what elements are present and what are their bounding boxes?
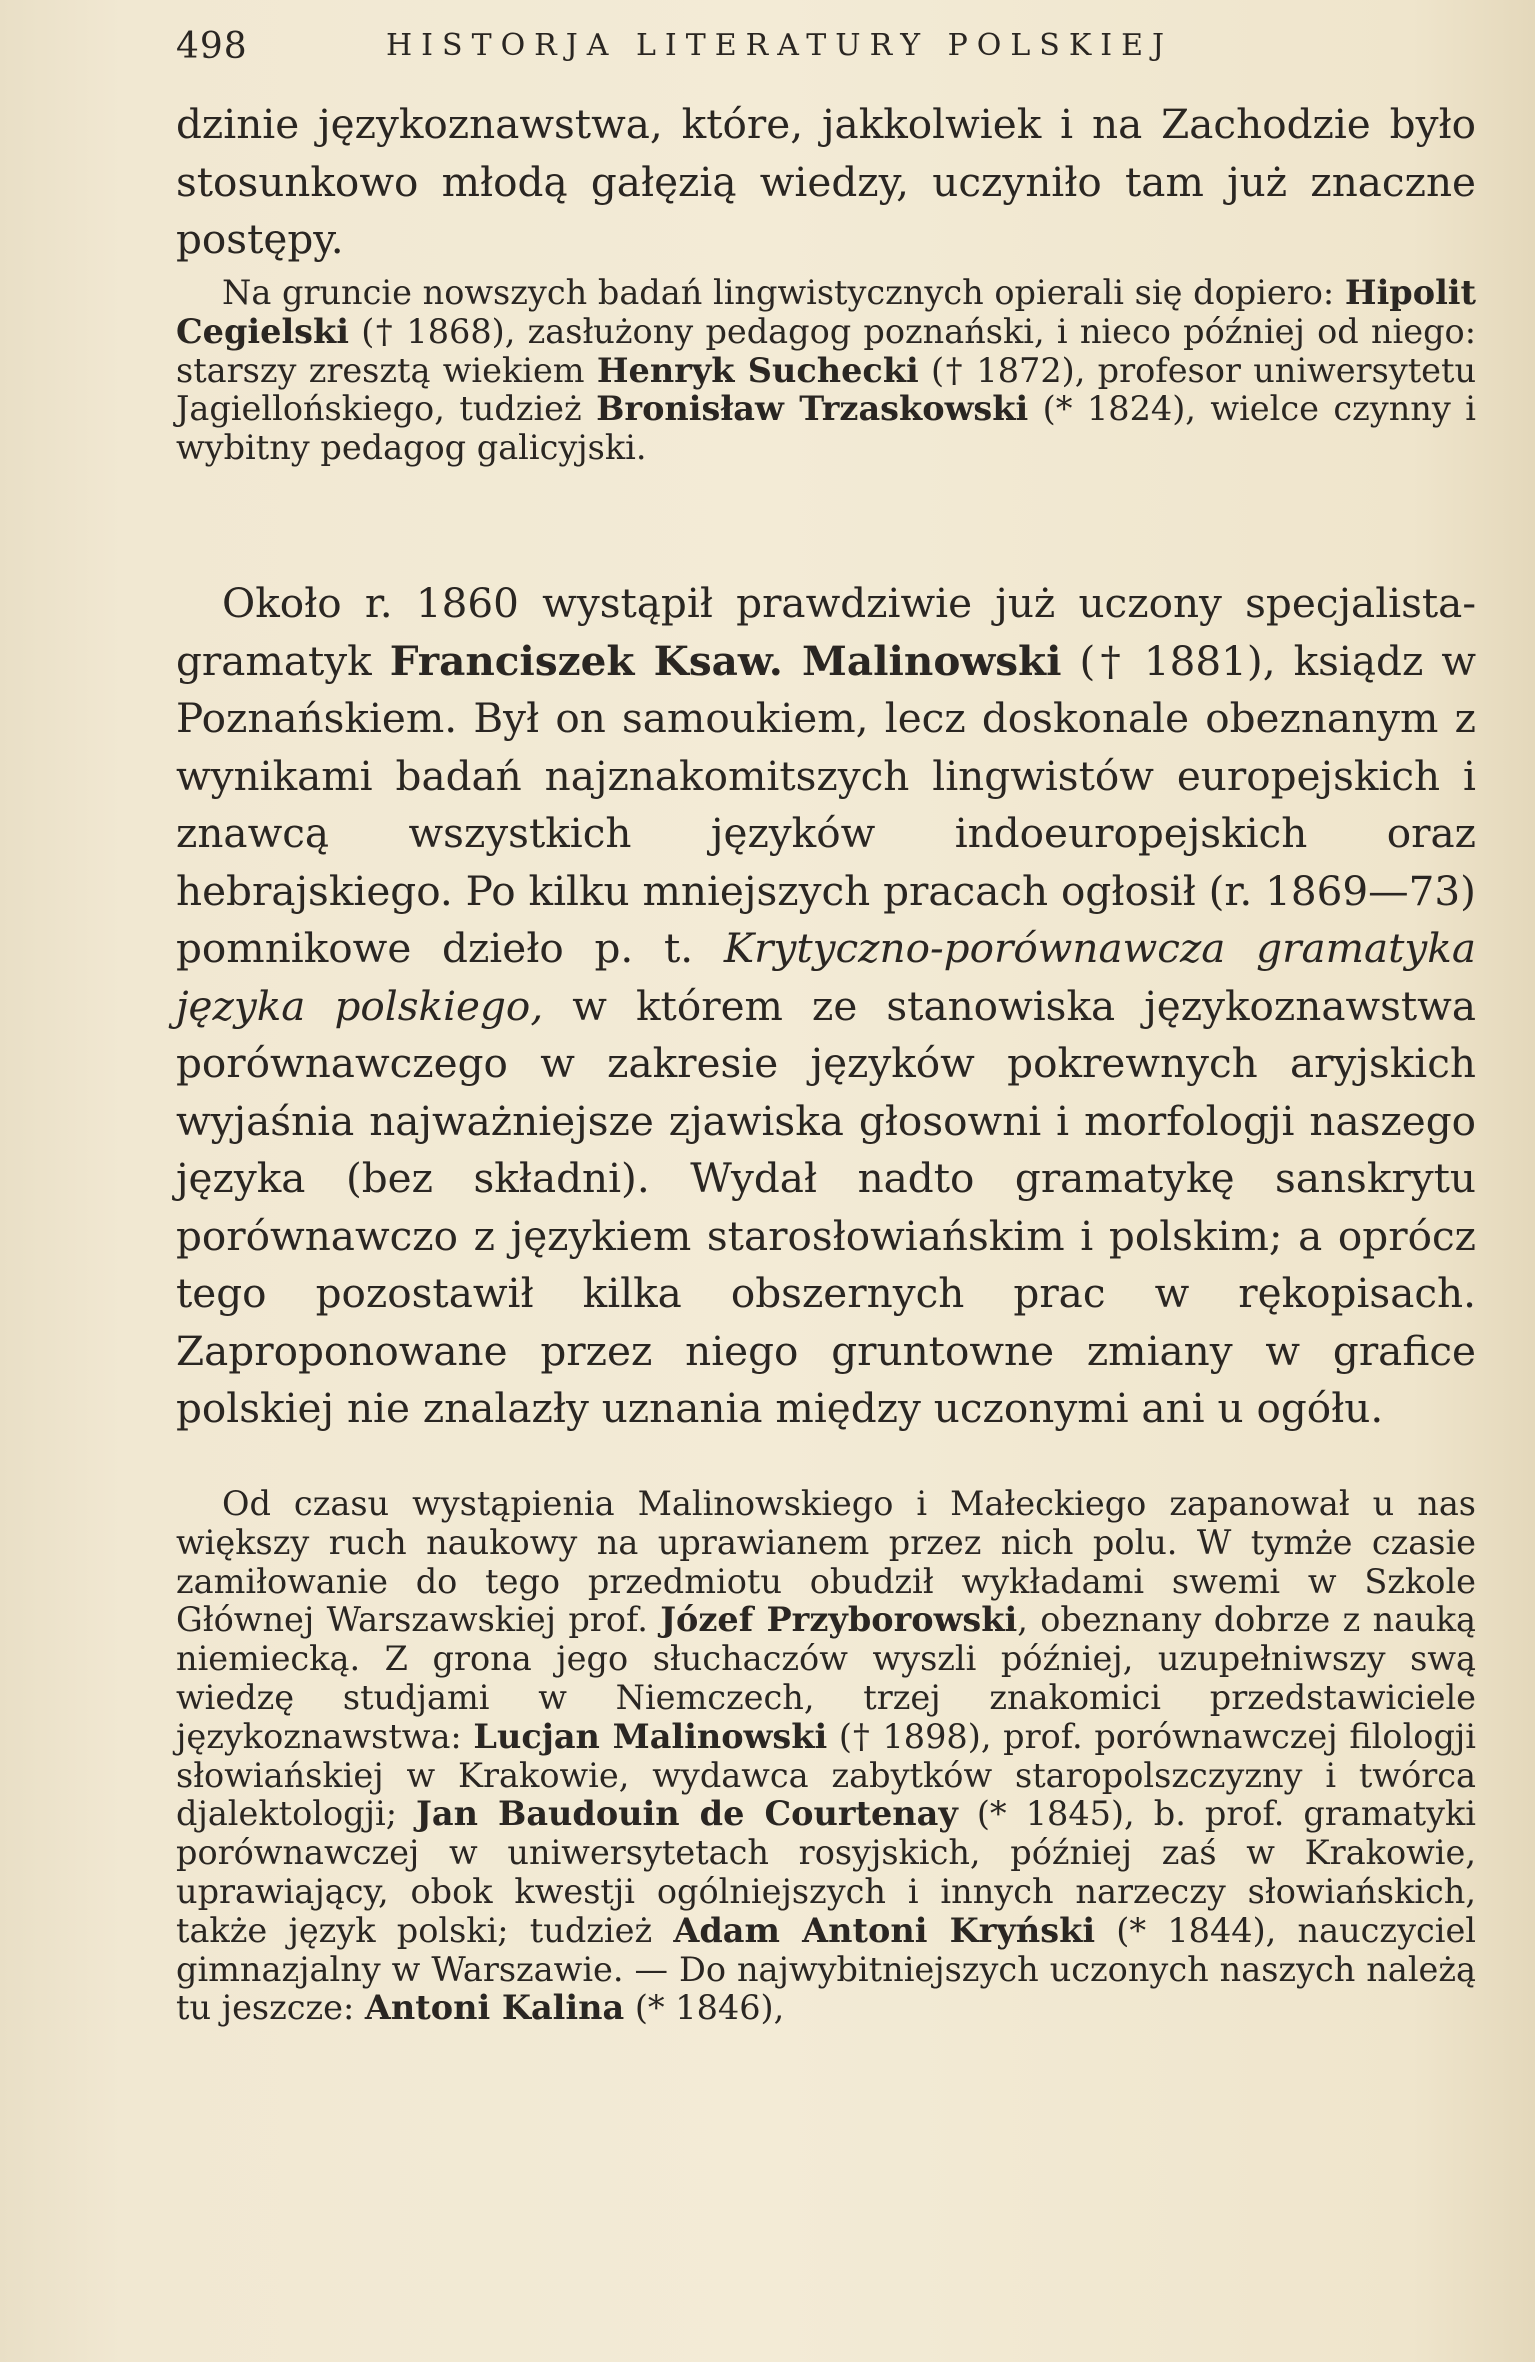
paragraph-malinowski [176, 575, 1476, 1438]
text-run: (* 1845), b. prof. gramatyki porównawczej w uniwersytetach rosyjskich, później zaś w Krakowie, uprawiający, obok kwestji ogólniejszych i innych narzeczy słowiańskich, także język polski; tudzież [176, 1794, 1476, 1950]
text-run: Od czasu wystąpienia Malinowskiego i Małeckiego zapanował u nas większy ruch naukowy na uprawianem przez nich polu. W tymże czasie zamiłowanie do tego przedmiotu obudził wykładami swemi w Szkole Głównej Warszawskiej prof. [176, 1484, 1476, 1640]
text-run: (* 1846), [624, 1988, 785, 2028]
text-run: († 1868), zasłużony pedagog poznański, i nieco później od niego: starszy zresztą wiekiem [176, 311, 1476, 390]
person-name: Lucjan Malinowski [473, 1716, 828, 1756]
text-run: († 1872), profesor uniwersytetu Jagiellońskiego, tudzież [176, 350, 1477, 429]
text-run: , obeznany dobrze z nauką niemiecką. Z grona jego słuchaczów wyszli później, uzupełniwszy swą wiedzę studjami w Niemczech, trzej znakomici przedstawiciele językoznawstwa: [176, 1600, 1476, 1756]
paragraph-text: dzinie językoznawstwa, które, jakkolwiek i na Zachodzie było stosunkowo młodą gałęzią wiedzy, uczyniło tam już znaczne postępy. [176, 100, 1476, 263]
text-run: (* 1824), wielce czynny i wybitny pedagog galicyjski. [176, 389, 1476, 468]
work-title: Krytyczno-porównawcza gramatyka języka polskiego, [176, 924, 1476, 1030]
person-name: Antoni Kalina [364, 1988, 625, 2028]
text-run: Na gruncie nowszych badań lingwistycznych opierali się dopiero: [222, 273, 1345, 312]
page-header [176, 26, 1466, 76]
person-name: Bronisław Trzaskowski [596, 389, 1029, 429]
person-name: Józef Przyborowski [660, 1600, 1018, 1640]
text-run: († 1881), ksiądz w Poznańskiem. Był on samoukiem, lecz doskonale obeznanym z wynikami badań najznakomitszych lingwistów europejskich i znawcą wszystkich języków indoeuropejskich oraz hebrajskiego. Po kilku mniejszych pracach ogłosił (r. 1869—73) pomnikowe dzieło p. t. [176, 636, 1476, 972]
person-name: Hipolit Cegielski [176, 273, 1476, 351]
person-name: Jan Baudouin de Courtenay [416, 1794, 958, 1834]
text-run: Około r. 1860 wystąpił prawdziwie już uczony specjalista-gramatyk [176, 579, 1476, 685]
paragraph-scholars [176, 1485, 1476, 2028]
person-name: Adam Antoni Kryński [673, 1910, 1096, 1950]
person-name: Franciszek Ksaw. Malinowski [389, 636, 1062, 685]
paragraph-early-linguists [176, 274, 1476, 468]
paragraph-continuation [176, 96, 1476, 269]
page-number: 498 [176, 26, 248, 67]
running-head: HISTORJA LITERATURY POLSKIEJ [386, 28, 1174, 63]
text-run: w którem ze stanowiska językoznawstwa porównawczego w zakresie języków pokrewnych aryjskich wyjaśnia najważniejsze zjawiska głosowni i morfologji naszego języka (bez składni). Wydał nadto gramatykę sanskrytu porównawczo z językiem starosłowiańskim i polskim; a oprócz tego pozostawił kilka obszernych prac w rękopisach. Zaproponowane przez niego gruntowne zmiany w grafice polskiej nie znalazły uznania między uczonymi ani u ogółu. [176, 981, 1476, 1432]
person-name: Henryk Suchecki [596, 350, 919, 390]
text-run: (* 1844), nauczyciel gimnazjalny w Warszawie. — Do najwybitniejszych uczonych naszych należą tu jeszcze: [176, 1910, 1477, 2028]
text-run: († 1898), prof. porównawczej filologji słowiańskiej w Krakowie, wydawca zabytków staropolszczyzny i twórca djalektologji; [176, 1716, 1476, 1834]
